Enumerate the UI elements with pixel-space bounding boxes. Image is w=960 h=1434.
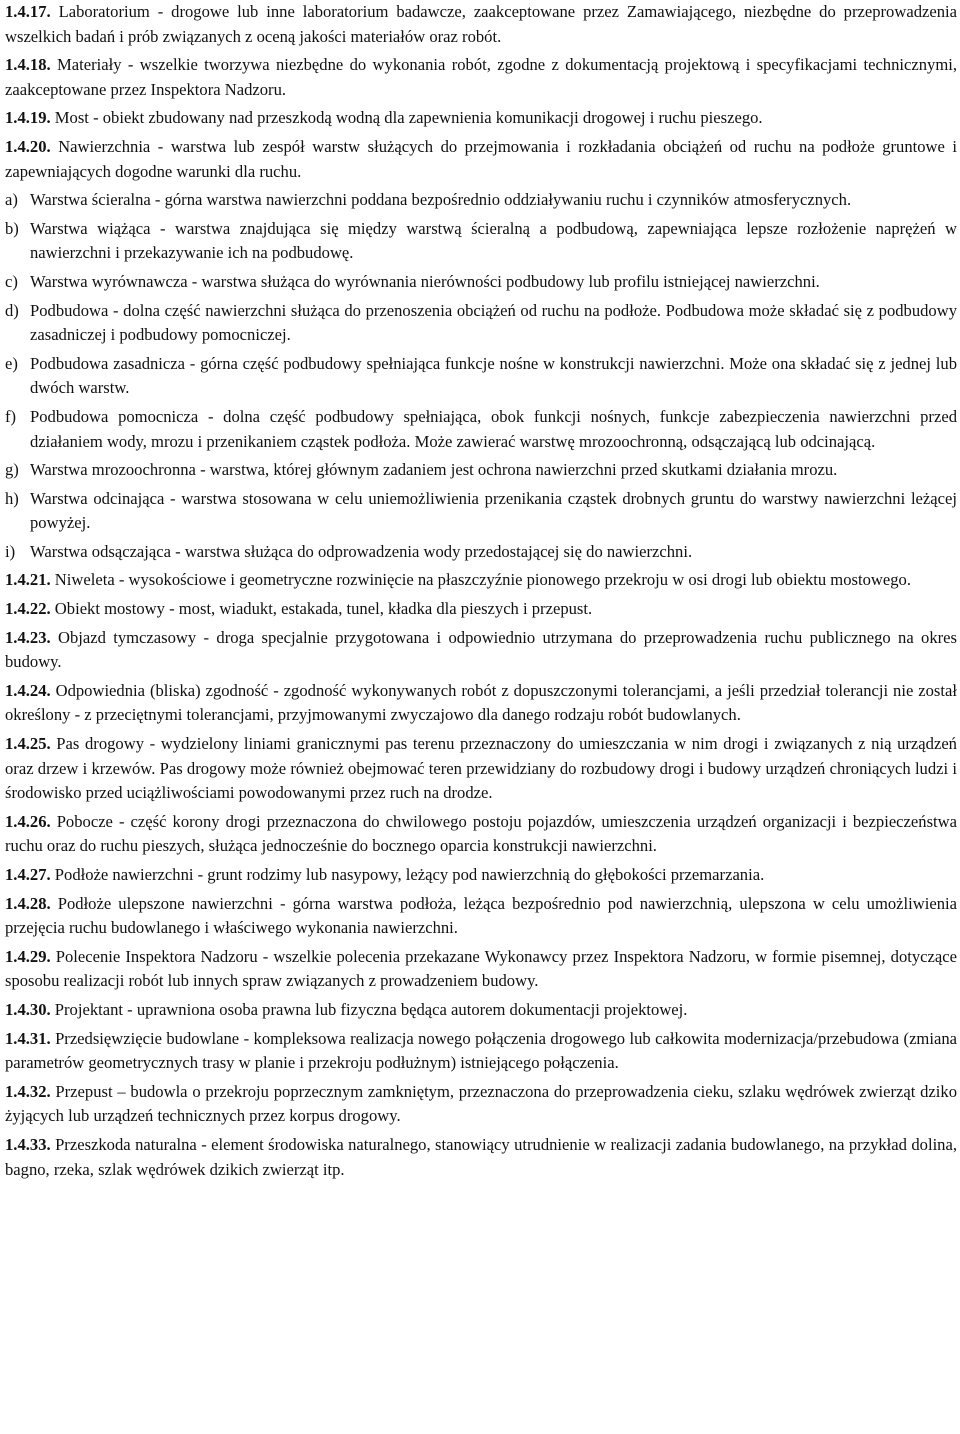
definition-text: Projektant - uprawniona osoba prawna lub fizyczna będąca autorem dokumentacji projektowej. (54, 999, 688, 1019)
definition-number: 1.4.30. (5, 999, 51, 1019)
definition-text: Laboratorium - drogowe lub inne laboratorium badawcze, zaakceptowane przez Zamawiającego, niezbędne do przeprowadzenia wszelkich badań i prób związanych z oceną jakości materiałów oraz robót. (5, 2, 957, 46)
definition-text: Przedsięwzięcie budowlane - kompleksowa realizacja nowego połączenia drogowego lub całkowita modernizacja/przebudowa (zmiana parametrów geometrycznych trasy w planie i przekroju podłużnym) istniejącego połączenia. (5, 1028, 957, 1073)
definition-number: 1.4.25. (5, 734, 51, 754)
list-item-h (5, 487, 957, 536)
definition-1-4-30 (5, 998, 957, 1023)
definition-number: 1.4.20. (5, 136, 51, 156)
definition-text: Most - obiekt zbudowany nad przeszkodą wodną dla zapewnienia komunikacji drogowej i ruchu pieszego. (54, 108, 763, 128)
list-item-c (5, 270, 957, 295)
list-item-letter: b) (5, 218, 19, 238)
definition-1-4-23 (5, 626, 957, 675)
definition-1-4-18 (5, 53, 957, 102)
definition-text: Pobocze - część korony drogi przeznaczona do chwilowego postoju pojazdów, umieszczenia urządzeń organizacji i bezpieczeństwa ruchu oraz do ruchu pieszych, służąca jednocześnie do bocznego oparcia konstrukcji nawierzchni. (5, 811, 957, 856)
definition-number: 1.4.27. (5, 865, 51, 884)
definition-text: Pas drogowy - wydzielony liniami granicznymi pas terenu przeznaczony do umieszczania w nim drogi i związanych z nią urządzeń oraz drzew i krzewów. Pas drogowy może również obejmować teren przewidziany do rozbudowy drogi i budowy urządzeń chroniących ludzi i środowisko przed uciążliwościami powodowanymi przez ruch na drodze. (5, 734, 957, 803)
definition-1-4-33 (5, 1133, 957, 1182)
list-item-text: Warstwa odsączająca - warstwa służąca do odprowadzenia wody przedostającej się do nawierzchni. (30, 541, 693, 561)
definition-1-4-31 (5, 1027, 957, 1076)
list-item-text: Podbudowa zasadnicza - górna część podbudowy spełniająca funkcje nośne w konstrukcji nawierzchni. Może ona składać się z jednej lub dwóch warstw. (30, 353, 957, 398)
definition-number: 1.4.18. (5, 55, 51, 75)
definition-1-4-21 (5, 568, 957, 593)
list-item-text: Warstwa wiążąca - warstwa znajdująca się między warstwą ścieralną a podbudową, zapewniająca lepsze rozłożenie naprężeń w nawierzchni i przekazywanie ich na podbudowę. (30, 218, 957, 263)
definition-1-4-27 (5, 863, 957, 888)
list-item-text: Warstwa mrozoochronna - warstwa, której głównym zadaniem jest ochrona nawierzchni przed skutkami działania mrozu. (30, 460, 838, 480)
list-item-b (5, 217, 957, 266)
definition-text: Podłoże nawierzchni - grunt rodzimy lub nasypowy, leżący pod nawierzchnią do głębokości przemarzania. (54, 865, 765, 884)
definition-text: Odpowiednia (bliska) zgodność - zgodność wykonywanych robót z dopuszczonymi tolerancjami, a jeśli przedział tolerancji nie został określony - z przeciętnymi tolerancjami, przyjmowanymi zwyczajowo dla danego rodzaju robót budowlanych. (5, 680, 957, 725)
definition-number: 1.4.26. (5, 811, 51, 831)
definition-number: 1.4.31. (5, 1028, 51, 1048)
definition-number: 1.4.29. (5, 946, 51, 966)
definition-number: 1.4.21. (5, 570, 51, 590)
definition-1-4-32 (5, 1080, 957, 1129)
list-item-g (5, 458, 957, 483)
definition-text: Polecenie Inspektora Nadzoru - wszelkie polecenia przekazane Wykonawcy przez Inspektora Nadzoru, w formie pisemnej, dotyczące sposobu realizacji robót lub innych spraw związanych z prowadzeniem budowy. (5, 946, 957, 991)
definition-number: 1.4.19. (5, 108, 51, 128)
list-item-text: Warstwa ścieralna - górna warstwa nawierzchni poddana bezpośrednio oddziaływaniu ruchu i czynników atmosferycznych. (30, 190, 852, 210)
definition-1-4-22 (5, 597, 957, 622)
definition-1-4-28 (5, 892, 957, 941)
definition-number: 1.4.23. (5, 627, 51, 647)
definition-number: 1.4.24. (5, 680, 51, 700)
definition-1-4-25 (5, 732, 957, 806)
definition-text: Materiały - wszelkie tworzywa niezbędne do wykonania robót, zgodne z dokumentacją projektową i specyfikacjami technicznymi, zaakceptowane przez Inspektora Nadzoru. (5, 55, 957, 99)
list-item-text: Podbudowa pomocnicza - dolna część podbudowy spełniająca, obok funkcji nośnych, funkcje zabezpieczenia nawierzchni przed działaniem wody, mrozu i przenikaniem cząstek podłoża. Może zawierać warstwę mrozoochronną, odsączającą lub odcinającą. (30, 406, 957, 451)
definition-number: 1.4.32. (5, 1081, 51, 1101)
list-item-letter: h) (5, 488, 19, 508)
list-item-letter: i) (5, 541, 16, 561)
definition-1-4-24 (5, 679, 957, 728)
list-item-i (5, 540, 957, 565)
definition-text: Obiekt mostowy - most, wiadukt, estakada, tunel, kładka dla pieszych i przepust. (54, 599, 593, 619)
definition-number: 1.4.22. (5, 599, 51, 619)
list-item-letter: c) (5, 271, 18, 291)
list-item-text: Warstwa odcinająca - warstwa stosowana w celu uniemożliwienia przenikania cząstek drobnych gruntu do warstwy nawierzchni leżącej powyżej. (30, 488, 957, 533)
list-item-letter: g) (5, 460, 19, 480)
definition-1-4-26 (5, 810, 957, 859)
definition-text: Podłoże ulepszone nawierzchni - górna warstwa podłoża, leżąca bezpośrednio pod nawierzchnią, ulepszona w celu umożliwienia przejęcia ruchu budowlanego i właściwego wykonania nawierzchni. (5, 893, 957, 938)
definition-text: Przepust – budowla o przekroju poprzecznym zamkniętym, przeznaczona do przeprowadzenia cieku, szlaku wędrówek zwierząt dziko żyjących lub urządzeń technicznych przez korpus drogowy. (5, 1081, 958, 1126)
list-item-text: Podbudowa - dolna część nawierzchni służąca do przenoszenia obciążeń od ruchu na podłoże. Podbudowa może składać się z podbudowy zasadniczej i podbudowy pomocniczej. (30, 300, 957, 345)
definition-number: 1.4.33. (5, 1134, 51, 1154)
definition-text: Nawierzchnia - warstwa lub zespół warstw służących do przejmowania i rozkładania obciążeń od ruchu na podłoże gruntowe i zapewniających dogodne warunki dla ruchu. (5, 136, 958, 181)
list-item-letter: f) (5, 406, 17, 426)
definition-text: Niweleta - wysokościowe i geometryczne rozwinięcie na płaszczyźnie pionowego przekroju w osi drogi lub obiektu mostowego. (54, 570, 911, 590)
definition-text: Objazd tymczasowy - droga specjalnie przygotowana i odpowiednio utrzymana do przeprowadzenia ruchu publicznego na okres budowy. (5, 627, 957, 672)
list-item-letter: d) (5, 300, 19, 320)
definition-1-4-17 (5, 0, 957, 49)
definition-number: 1.4.17. (5, 2, 51, 21)
list-item-a (5, 188, 957, 213)
list-item-text: Warstwa wyrównawcza - warstwa służąca do wyrównania nierówności podbudowy lub profilu istniejącej nawierzchni. (30, 271, 820, 291)
list-item-letter: e) (5, 353, 18, 373)
definition-1-4-20 (5, 135, 957, 184)
list-item-e (5, 352, 957, 401)
definition-1-4-19 (5, 106, 957, 131)
list-item-f (5, 405, 957, 454)
definition-number: 1.4.28. (5, 893, 51, 913)
definition-text: Przeszkoda naturalna - element środowiska naturalnego, stanowiący utrudnienie w realizacji zadania budowlanego, na przykład dolina, bagno, rzeka, szlak wędrówek dzikich zwierząt itp. (5, 1134, 957, 1179)
list-item-letter: a) (5, 190, 18, 210)
list-item-d (5, 299, 957, 348)
definition-1-4-29 (5, 945, 957, 994)
